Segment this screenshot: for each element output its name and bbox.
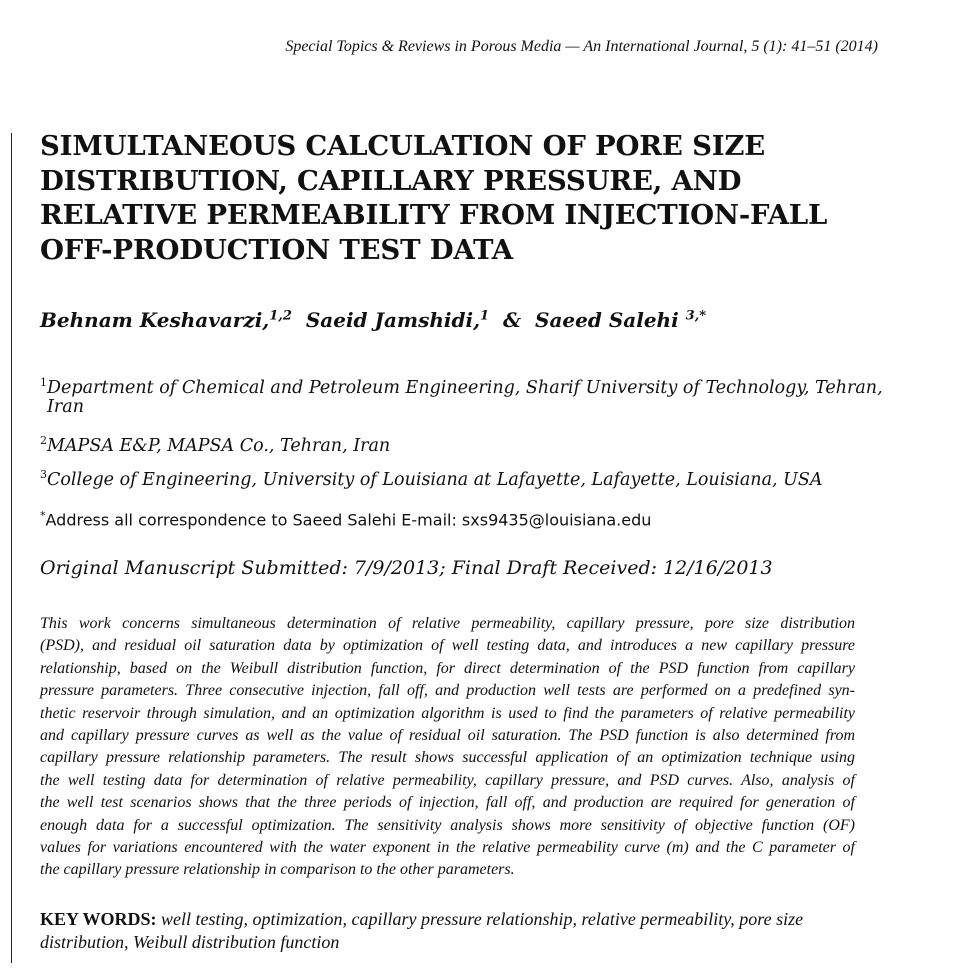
author-list [40,308,706,332]
author-affil-sup: 1 [480,308,490,324]
title-line: SIMULTANEOUS CALCULATION OF PORE SIZE [40,130,766,162]
author-affil-sup: 3,* [685,308,707,324]
author-name: Saeed Salehi [535,308,679,332]
abstract-line: This work concerns simultaneous determination of relative permeability, capillary pressure, pore size distribution [40,615,855,632]
left-margin-rule [11,133,12,963]
affiliation-3 [40,463,823,492]
abstract-line: and capillary pressure curves as well as the value of residual oil saturation. The PSD function is also determined from [40,727,855,745]
title-line: DISTRIBUTION, CAPILLARY PRESSURE, AND [40,164,742,197]
author-separator: & [503,308,522,332]
correspondence [40,509,651,529]
affiliation-sup: 3 [40,468,47,481]
author-affil-sup: 1,2 [269,308,292,324]
author-name: Behnam Keshavarzi, [40,308,270,332]
title-line: RELATIVE PERMEABILITY FROM INJECTION-FALL [40,199,828,231]
abstract-line: thetic reservoir through simulation, and an optimization algorithm is used to find the parameters of relative permeability [40,704,855,722]
journal-citation: Special Topics & Reviews in Porous Media — An International Journal, 5 (1): 41–51 (2014) [285,38,878,55]
affiliation-1-cont: Iran [47,397,84,417]
abstract-line: capillary pressure relationship parameters. The result shows successful application of an optimization technique using [40,749,855,767]
abstract-line: the well testing data for determination of relative permeability, capillary pressure, and PSD curves. Also, analysis of [40,771,855,789]
abstract-line: (PSD), and residual oil saturation data by optimization of well testing data, and introduces a new capillary pressure [40,637,855,655]
affiliation-sup: 1 [40,376,47,389]
abstract-line: values for variations encountered with the water exponent in the relative permeability curve (m) and the C parameter of [40,839,855,857]
keywords-text: well testing, optimization, capillary pressure relationship, relative permeability, pore size distribution, Weibull distribution function [40,909,804,952]
abstract [40,613,855,882]
abstract-line: relationship, based on the Weibull distribution function, for direct determination of the PSD function from capillary [40,659,855,677]
affiliation-sup: 2 [40,434,47,447]
abstract-line: enough data for a successful optimization. The sensitivity analysis shows more sensitivity of objective function (OF) [40,816,855,834]
submission-dates: Original Manuscript Submitted: 7/9/2013; Final Draft Received: 12/16/2013 [40,557,773,579]
affiliation-text: MAPSA E&P, MAPSA Co., Tehran, Iran [47,435,391,456]
abstract-line: the well test scenarios shows that the three periods of injection, fall off, and production are required for generation of [40,794,855,812]
affiliation-2 [40,429,390,458]
affiliation-text: College of Engineering, University of Louisiana at Lafayette, Lafayette, Louisiana, USA [47,469,823,490]
keywords-label: KEY WORDS: [40,909,157,929]
affiliation-1 [40,371,883,400]
author-name: Saeid Jamshidi, [305,308,481,332]
keywords [40,908,855,954]
abstract-line: pressure parameters. Three consecutive injection, fall off, and production well tests are performed on a predefined syn- [40,682,855,700]
title-line: OFF-PRODUCTION TEST DATA [40,233,513,266]
paper-title [40,129,920,267]
correspondence-sup: * [40,509,46,522]
correspondence-text: Address all correspondence to Saeed Salehi E-mail: sxs9435@louisiana.edu [45,510,652,530]
abstract-line: the capillary pressure relationship in comparison to the other parameters. [40,861,515,879]
affiliation-text: Department of Chemical and Petroleum Engineering, Sharif University of Technology, Tehran, [47,377,883,398]
